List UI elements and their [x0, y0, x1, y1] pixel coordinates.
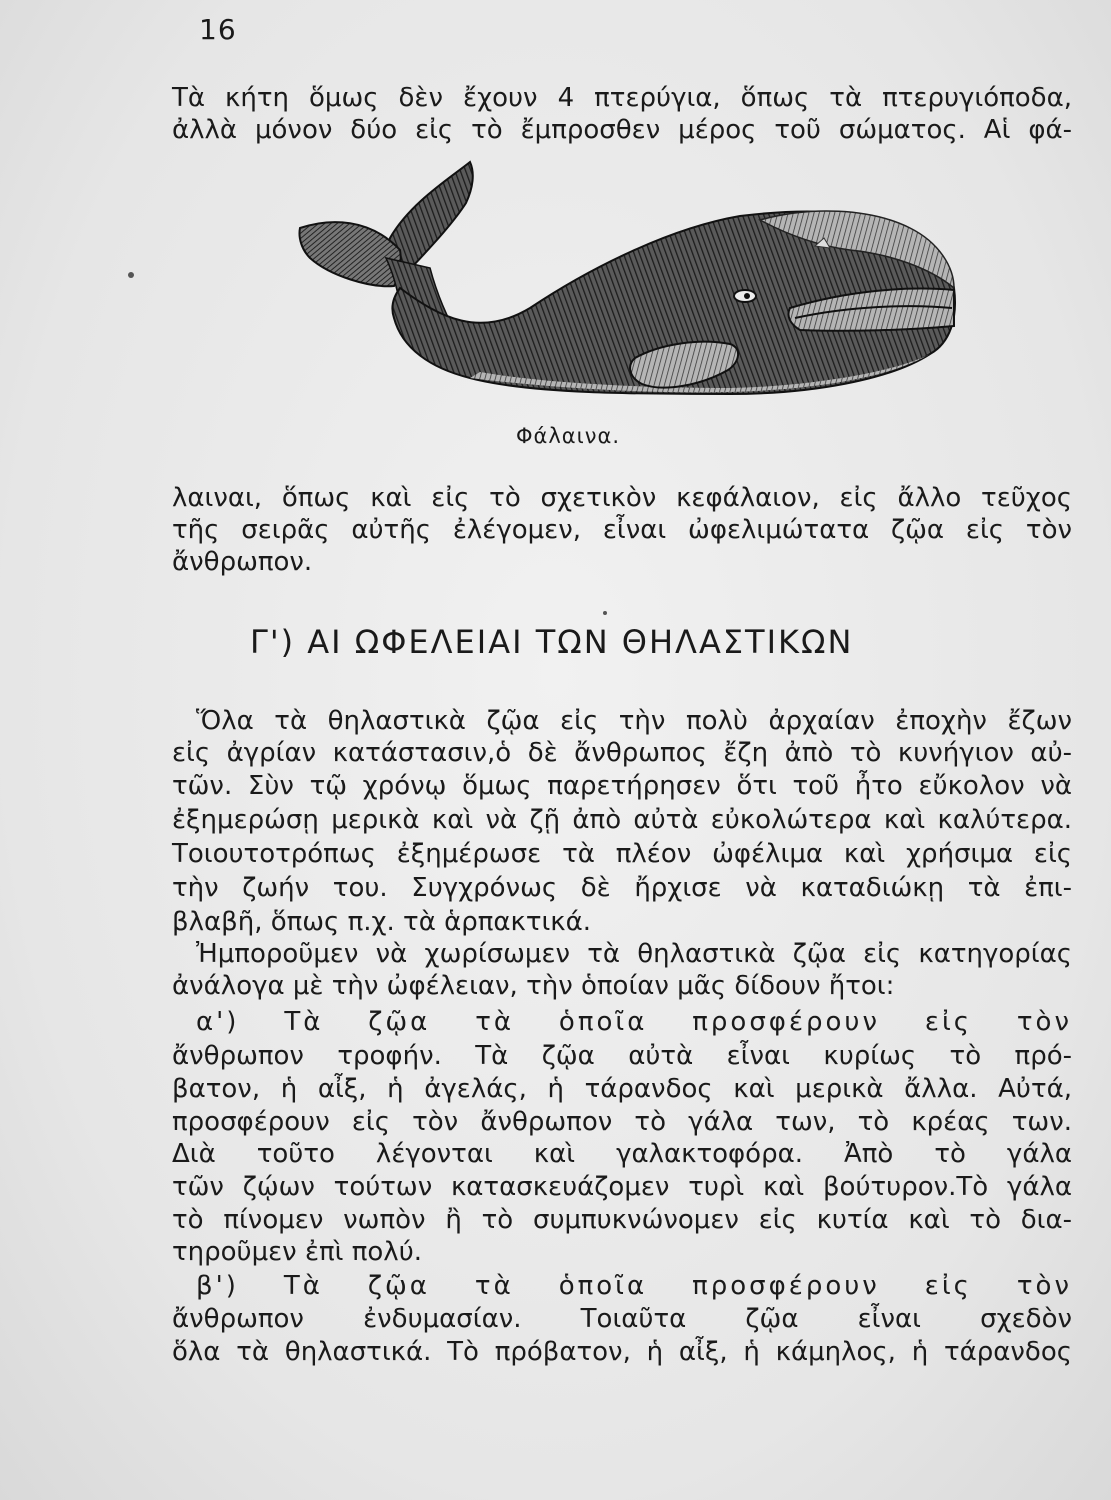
text-line: Ὅλα τὰ θηλαστικὰ ζῷα εἰς τὴν πολὺ ἀρχαίαν ἐποχὴν ἔζων [196, 706, 1072, 736]
text-line: ὅλα τὰ θηλαστικά. Τὸ πρόβατον, ἡ αἶξ, ἡ κάμηλος, ἡ τάρανδος [172, 1337, 1072, 1367]
whale-illustration [290, 158, 962, 420]
ink-speck [128, 272, 134, 278]
text-line: α') Τὰ ζῷα τὰ ὁποῖα προσφέρουν εἰς τὸν [196, 1007, 1072, 1037]
page-number: 16 [199, 13, 237, 46]
text-line: ἄνθρωπον τροφήν. Τὰ ζῷα αὐτὰ εἶναι κυρίως τὸ πρό- [172, 1041, 1072, 1071]
text-line: Τοιουτοτρόπως ἐξημέρωσε τὰ πλέον ὠφέλιμα καὶ χρήσιμα εἰς [172, 839, 1072, 869]
figure-caption: Φάλαινα. [516, 424, 620, 448]
text-line: Ἠμποροῦμεν νὰ χωρίσωμεν τὰ θηλαστικὰ ζῷα εἰς κατηγορίας [196, 939, 1072, 969]
text-line: τῶν ζῴων τούτων κατασκευάζομεν τυρὶ καὶ βούτυρον.Τὸ γάλα [172, 1172, 1072, 1202]
ink-speck [603, 611, 607, 615]
text-line: λαιναι, ὅπως καὶ εἰς τὸ σχετικὸν κεφάλαιον, εἰς ἄλλο τεῦχος [172, 483, 1072, 513]
text-line: τῆς σειρᾶς αὐτῆς ἐλέγομεν, εἶναι ὠφελιμώτατα ζῷα εἰς τὸν [172, 515, 1072, 545]
text-line: Τὰ κήτη ὅμως δὲν ἔχουν 4 πτερύγια, ὅπως τὰ πτερυγιόποδα, [172, 83, 1072, 113]
text-line: βλαβῆ, ὅπως π.χ. τὰ ἁρπακτικά. [172, 907, 592, 937]
section-heading: Γ') ΑΙ ΩΦΕΛΕΙΑΙ ΤΩΝ ΘΗΛΑΣΤΙΚΩΝ [250, 623, 854, 661]
text-line: ἄνθρωπον ἐνδυμασίαν. Τοιαῦτα ζῷα εἶναι σχεδὸν [172, 1304, 1072, 1334]
text-line: τηροῦμεν ἐπὶ πολύ. [172, 1237, 422, 1267]
text-line: τὸ πίνομεν νωπὸν ἢ τὸ συμπυκνώνομεν εἰς κυτία καὶ τὸ δια- [172, 1205, 1072, 1235]
text-line: εἰς ἀγρίαν κατάστασιν,ὁ δὲ ἄνθρωπος ἔζη ἀπὸ τὸ κυνήγιον αὐ- [172, 738, 1072, 768]
text-line: β') Τὰ ζῷα τὰ ὁποῖα προσφέρουν εἰς τὸν [196, 1271, 1072, 1301]
text-line: προσφέρουν εἰς τὸν ἄνθρωπον τὸ γάλα των, τὸ κρέας των. [172, 1107, 1072, 1137]
text-line: ἄνθρωπον. [172, 547, 313, 577]
text-line: ἀνάλογα μὲ τὴν ὠφέλειαν, τὴν ὁποίαν μᾶς δίδουν ἤτοι: [172, 971, 895, 1001]
text-line: ἀλλὰ μόνον δύο εἰς τὸ ἔμπροσθεν μέρος τοῦ σώματος. Αἱ φά- [172, 115, 1072, 145]
text-line: τὴν ζωήν του. Συγχρόνως δὲ ἤρχισε νὰ καταδιώκῃ τὰ ἐπι- [172, 873, 1072, 903]
text-line: βατον, ἡ αἶξ, ἡ ἀγελάς, ἡ τάρανδος καὶ μερικὰ ἄλλα. Αὐτά, [172, 1074, 1072, 1104]
text-line: τῶν. Σὺν τῷ χρόνῳ ὅμως παρετήρησεν ὅτι τοῦ ἦτο εὔκολον νὰ [172, 771, 1072, 801]
text-line: Διὰ τοῦτο λέγονται καὶ γαλακτοφόρα. Ἀπὸ τὸ γάλα [172, 1139, 1072, 1169]
text-line: ἐξημερώσῃ μερικὰ καὶ νὰ ζῇ ἀπὸ αὐτὰ εὐκολώτερα καὶ καλύτερα. [172, 805, 1072, 835]
